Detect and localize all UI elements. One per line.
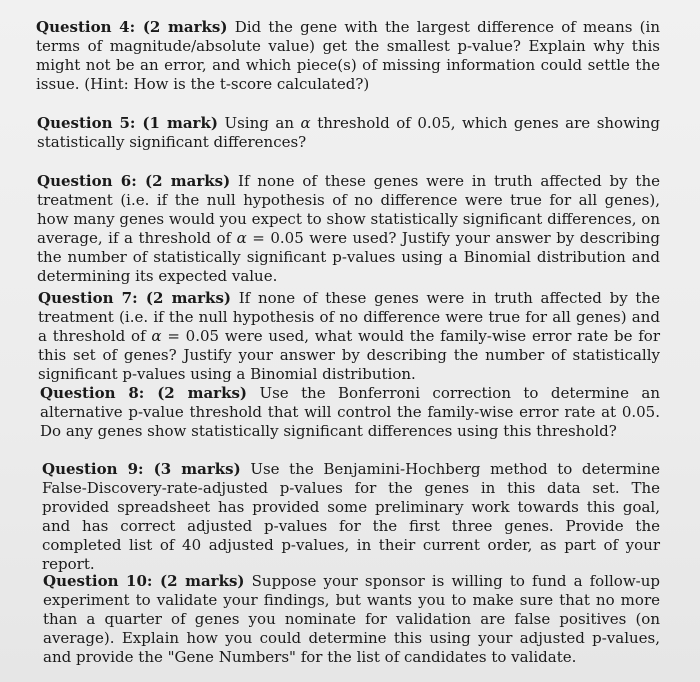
question-9-heading: Question 9: (3 marks) — [42, 460, 241, 478]
question-6-text-a: If none of these genes were in truth affected by the treatment (i.e. if the null hypothesis of no difference were true for all genes), how many genes would you expect to show statistically significant differences, on average, if a threshold of — [37, 172, 660, 247]
question-7-text-a: If none of these genes were in truth affected by the treatment (i.e. if the null hypothesis of no difference were true for all genes) and a threshold of — [38, 289, 660, 345]
alpha-symbol: α — [300, 114, 311, 132]
question-10-heading: Question 10: (2 marks) — [43, 572, 245, 590]
question-5-text-a: Using an — [217, 114, 301, 132]
question-10 — [43, 572, 660, 667]
question-10-text: Suppose your sponsor is willing to fund a follow-up experiment to validate your findings, but wants you to make sure that no more than a quarter of genes you nominate for validation are false positives (on average). Explain how you could determine this using your adjusted p-values, and provide the "Gene Numbers" for the list of candidates to validate. — [43, 572, 660, 666]
question-7-heading: Question 7: (2 marks) — [38, 289, 231, 307]
question-8 — [40, 384, 660, 441]
question-8-heading: Question 8: (2 marks) — [40, 384, 248, 402]
question-9 — [42, 460, 660, 574]
question-4-heading: Question 4: (2 marks) — [36, 18, 228, 36]
question-8-text: Use the Bonferroni correction to determine an alternative p-value threshold that will control the family-wise error rate at 0.05. Do any genes show statistically significant differences using this threshold? — [40, 384, 660, 440]
question-6-heading: Question 6: (2 marks) — [37, 172, 231, 190]
question-7 — [38, 289, 660, 384]
alpha-symbol: α — [236, 229, 247, 247]
question-4 — [36, 18, 660, 94]
question-6 — [37, 172, 660, 286]
question-7-text-b: = 0.05 were used, what would the family-wise error rate be for this set of genes? Justify your answer by describing the number of statistically significant p-values using a Binomial distribution. — [38, 327, 660, 383]
alpha-symbol: α — [151, 327, 162, 345]
question-6-text-b: = 0.05 were used? Justify your answer by describing the number of statistically significant p-values using a Binomial distribution and determining its expected value. — [37, 229, 660, 285]
question-5-heading: Question 5: (1 mark) — [37, 114, 218, 132]
question-5 — [37, 114, 660, 152]
question-4-text: Did the gene with the largest difference of means (in terms of magnitude/absolute value) get the smallest p-value? Explain why this might not be an error, and which piece(s) of missing information could settle the issue. (Hint: How is the t-score calculated?) — [36, 18, 660, 93]
question-9-text: Use the Benjamini-Hochberg method to determine False-Discovery-rate-adjusted p-values for the genes in this data set. The provided spreadsheet has provided some preliminary work towards this goal, and has correct adjusted p-values for the first three genes. Provide the completed list of 40 adjusted p-values, in their current order, as part of your report. — [42, 460, 660, 573]
question-5-text-b: threshold of 0.05, which genes are showing statistically significant differences? — [37, 114, 660, 151]
